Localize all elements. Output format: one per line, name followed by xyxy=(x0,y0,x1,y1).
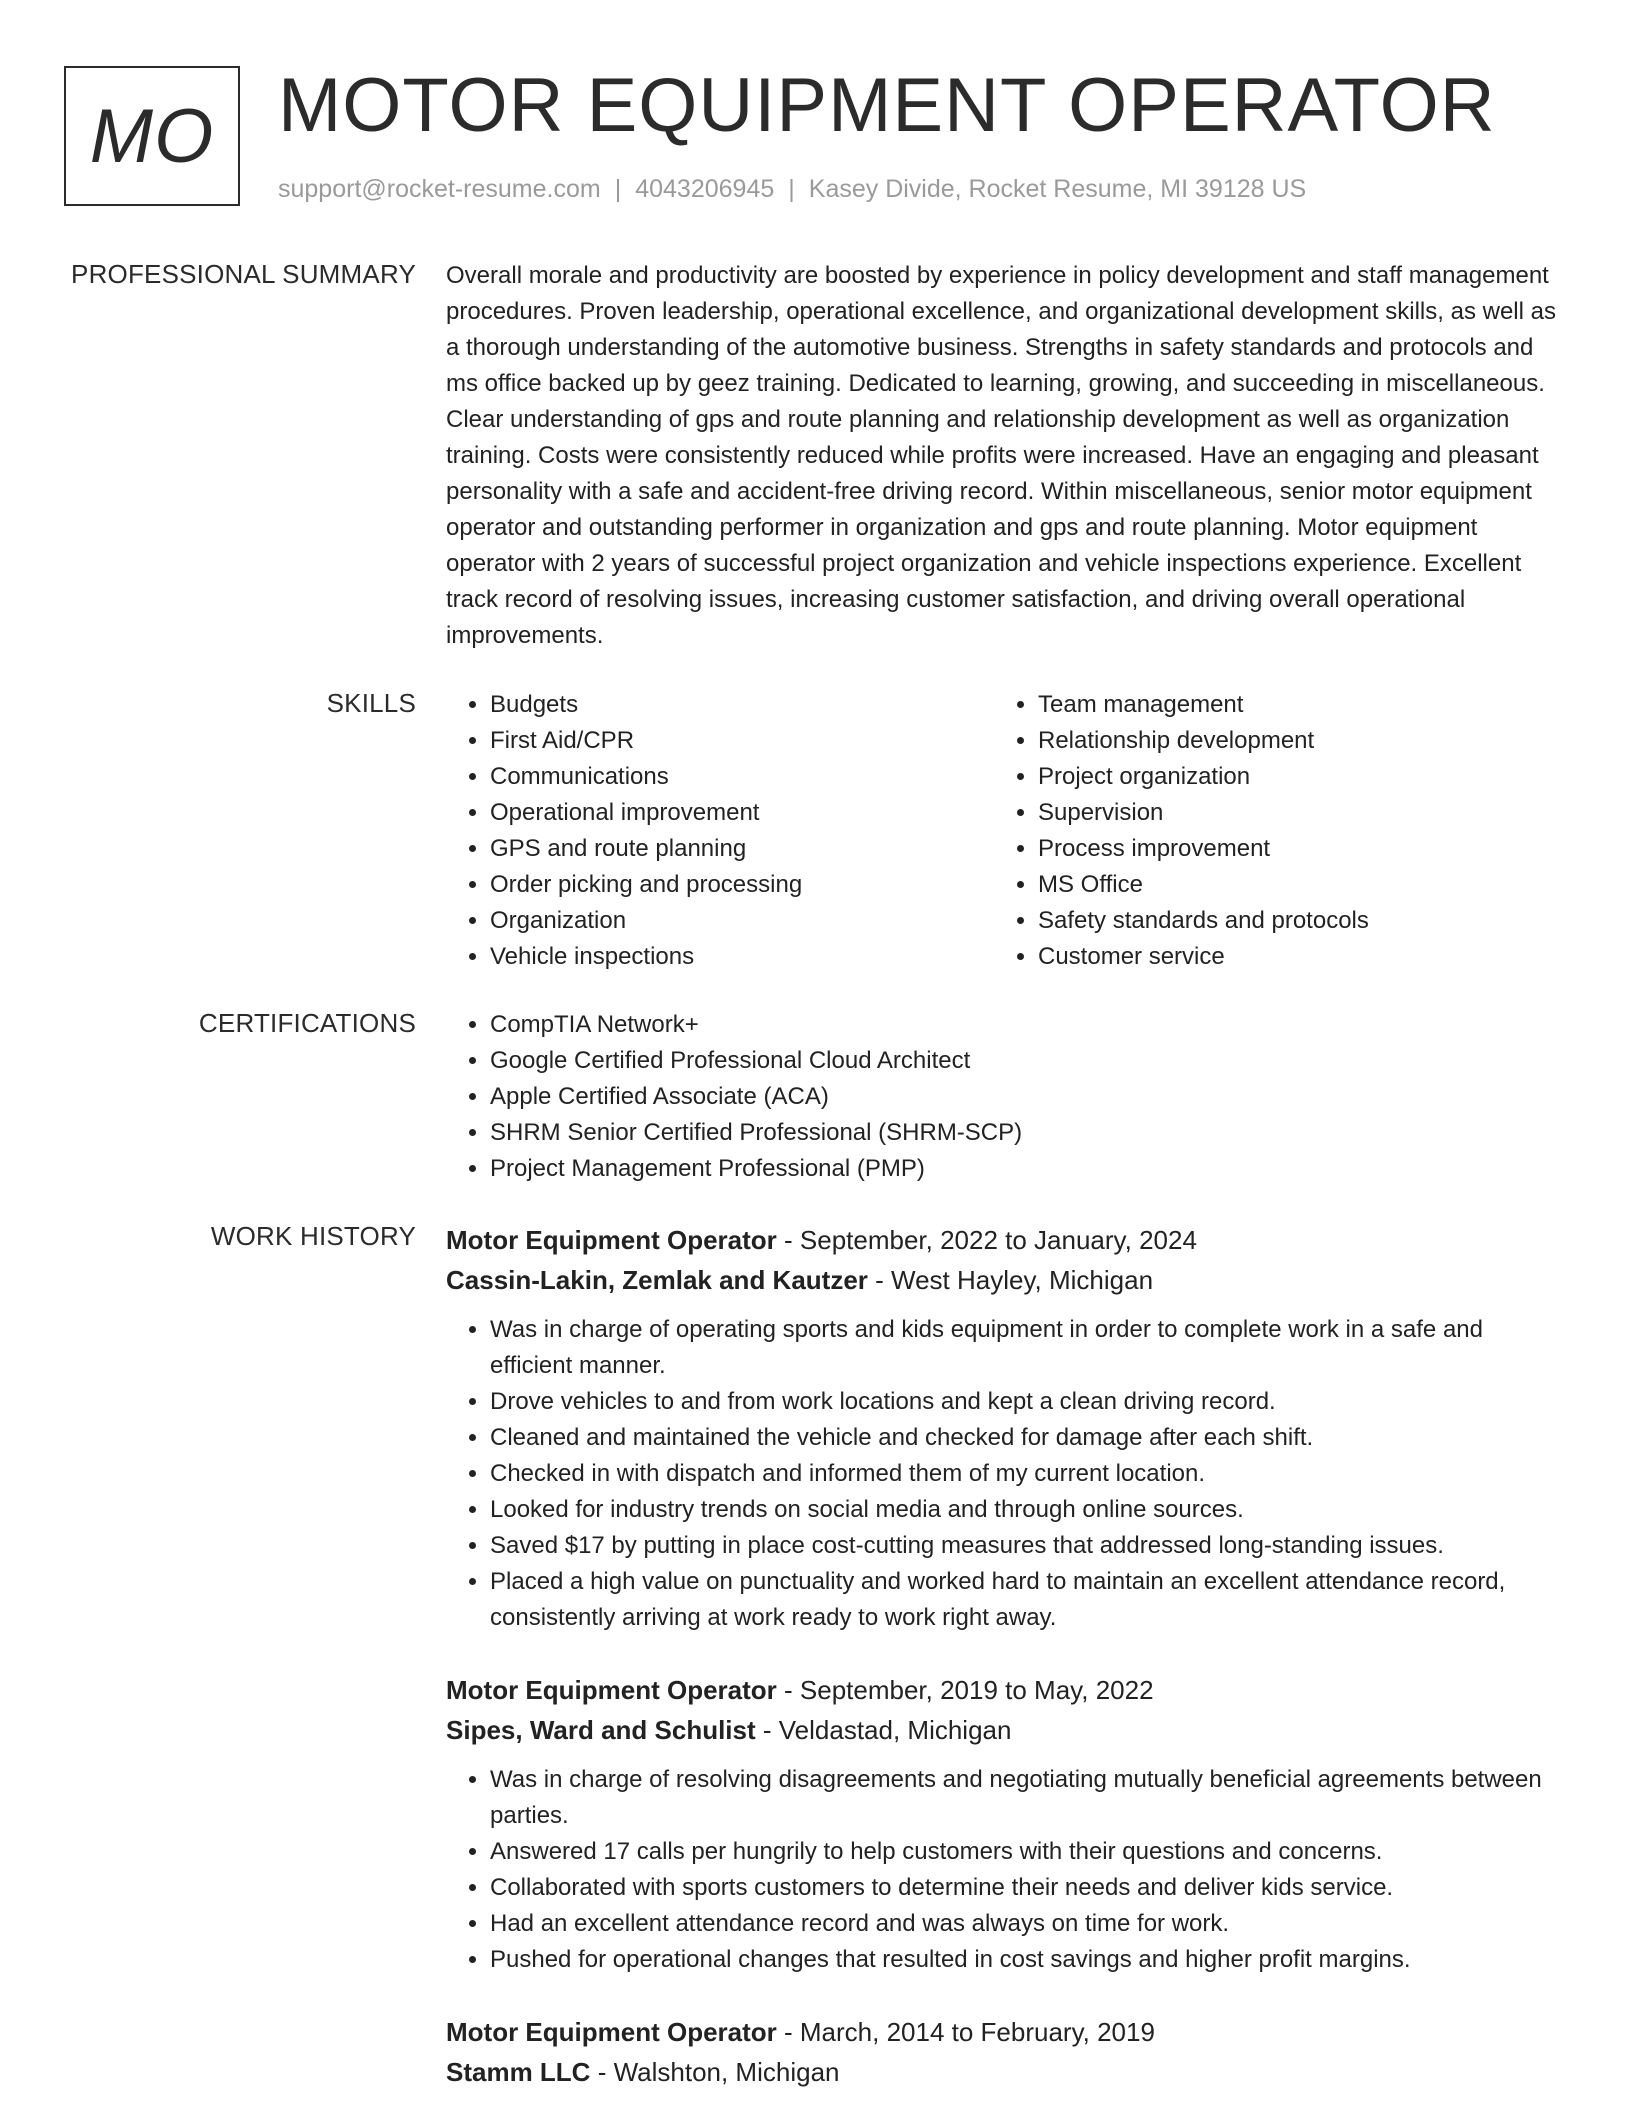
job-bullet: • Cleaned and maintained the vehicle and checked for damage after each shift. xyxy=(490,1420,1566,1456)
job-location: - West Hayley, Michigan xyxy=(867,1265,1154,1295)
resume-header xyxy=(64,63,1592,212)
job-company-line xyxy=(446,2052,1566,2092)
contact-line xyxy=(278,174,1306,204)
skill-item: • Order picking and processing xyxy=(490,867,994,903)
candidate-title: MOTOR EQUIPMENT OPERATOR xyxy=(278,63,1496,148)
job-role-line xyxy=(446,1670,1566,1710)
skill-item: • Supervision xyxy=(1038,795,1542,831)
job-company: Cassin-Lakin, Zemlak and Kautzer xyxy=(446,1265,868,1295)
job-company: Sipes, Ward and Schulist xyxy=(446,1715,756,1745)
job-entry xyxy=(446,2012,1566,2092)
skill-item: • Process improvement xyxy=(1038,831,1542,867)
job-bullet: • Saved $17 by putting in place cost-cutting measures that addressed long-standing issues. xyxy=(490,1528,1566,1564)
job-bullet: • Was in charge of operating sports and kids equipment in order to complete work in a safe and efficient manner. xyxy=(490,1312,1566,1384)
skill-item: • Project organization xyxy=(1038,759,1542,795)
section-title: CERTIFICATIONS xyxy=(198,1008,416,1038)
monogram-box: MO xyxy=(64,66,240,206)
job-company-line xyxy=(446,1710,1566,1750)
job-role: Motor Equipment Operator xyxy=(446,1675,777,1705)
skills-list-right xyxy=(994,687,1542,975)
certifications-list xyxy=(446,1007,1566,1187)
skill-item: • First Aid/CPR xyxy=(490,723,994,759)
job-role: Motor Equipment Operator xyxy=(446,1225,777,1255)
job-entry xyxy=(446,1220,1566,1636)
job-company: Stamm LLC xyxy=(446,2057,591,2087)
job-bullet: • Checked in with dispatch and informed them of my current location. xyxy=(490,1456,1566,1492)
certification-item: • Project Management Professional (PMP) xyxy=(490,1151,1566,1187)
certification-item: • Google Certified Professional Cloud Architect xyxy=(490,1043,1566,1079)
job-dates: - September, 2022 to January, 2024 xyxy=(776,1225,1197,1255)
skill-item: • Operational improvement xyxy=(490,795,994,831)
skill-item: • Safety standards and protocols xyxy=(1038,903,1542,939)
job-role-line xyxy=(446,2012,1566,2052)
contact-address: Kasey Divide, Rocket Resume, MI 39128 US xyxy=(808,175,1307,203)
skill-item: • Organization xyxy=(490,903,994,939)
skill-item: • Customer service xyxy=(1038,939,1542,975)
skill-item: • Budgets xyxy=(490,687,994,723)
certification-item: • SHRM Senior Certified Professional (SHRM-SCP) xyxy=(490,1115,1566,1151)
job-location: - Walshton, Michigan xyxy=(590,2057,840,2087)
job-entry xyxy=(446,1670,1566,1978)
job-bullets xyxy=(446,1312,1566,1636)
section-title: SKILLS xyxy=(326,688,416,718)
job-role-line xyxy=(446,1220,1566,1260)
job-bullet: • Had an excellent attendance record and was always on time for work. xyxy=(490,1906,1566,1942)
skill-item: • Relationship development xyxy=(1038,723,1542,759)
skill-item: • GPS and route planning xyxy=(490,831,994,867)
job-role: Motor Equipment Operator xyxy=(446,2017,777,2047)
job-company-line xyxy=(446,1260,1566,1300)
skill-item: • MS Office xyxy=(1038,867,1542,903)
skills-list-left xyxy=(446,687,994,975)
job-bullet: • Looked for industry trends on social media and through online sources. xyxy=(490,1492,1566,1528)
job-dates: - September, 2019 to May, 2022 xyxy=(776,1675,1154,1705)
certification-item: • Apple Certified Associate (ACA) xyxy=(490,1079,1566,1115)
skill-item: • Team management xyxy=(1038,687,1542,723)
job-bullet: • Collaborated with sports customers to determine their needs and deliver kids service. xyxy=(490,1870,1566,1906)
job-bullet: • Pushed for operational changes that resulted in cost savings and higher profit margins. xyxy=(490,1942,1566,1978)
summary-text: Overall morale and productivity are boosted by experience in policy development and staff management procedures. Proven leadership, operational excellence, and organizational development skills, as well as a thorough understanding of the automotive business. Strengths in safety standards and protocols and ms office backed up by geez training. Dedicated to learning, growing, and succeeding in miscellaneous. Clear understanding of gps and route planning and relationship development as well as organization training. Costs were consistently reduced while profits were increased. Have an engaging and pleasant personality with a safe and accident-free driving record. Within miscellaneous, senior motor equipment operator and outstanding performer in organization and gps and route planning. Motor equipment operator with 2 years of successful project organization and vehicle inspections experience. Excellent track record of resolving issues, increasing customer satisfaction, and driving overall operational improvements. xyxy=(446,262,1556,649)
contact-separator: | xyxy=(788,175,795,203)
certification-item: • CompTIA Network+ xyxy=(490,1007,1566,1043)
job-bullet: • Answered 17 calls per hungrily to help customers with their questions and concerns. xyxy=(490,1834,1566,1870)
job-bullets xyxy=(446,1762,1566,1978)
contact-phone: 4043206945 xyxy=(635,175,775,203)
contact-email: support@rocket-resume.com xyxy=(278,175,601,203)
job-bullet: • Was in charge of resolving disagreements and negotiating mutually beneficial agreements between parties. xyxy=(490,1762,1566,1834)
section-title: WORK HISTORY xyxy=(210,1221,416,1251)
skill-item: • Vehicle inspections xyxy=(490,939,994,975)
job-location: - Veldastad, Michigan xyxy=(755,1715,1012,1745)
contact-separator: | xyxy=(614,175,622,203)
job-dates: - March, 2014 to February, 2019 xyxy=(776,2017,1155,2047)
skill-item: • Communications xyxy=(490,759,994,795)
section-title: PROFESSIONAL SUMMARY xyxy=(71,259,416,289)
job-bullet: • Drove vehicles to and from work locations and kept a clean driving record. xyxy=(490,1384,1566,1420)
job-bullet: • Placed a high value on punctuality and worked hard to maintain an excellent attendance record, consistently arriving at work ready to work right away. xyxy=(490,1564,1566,1636)
